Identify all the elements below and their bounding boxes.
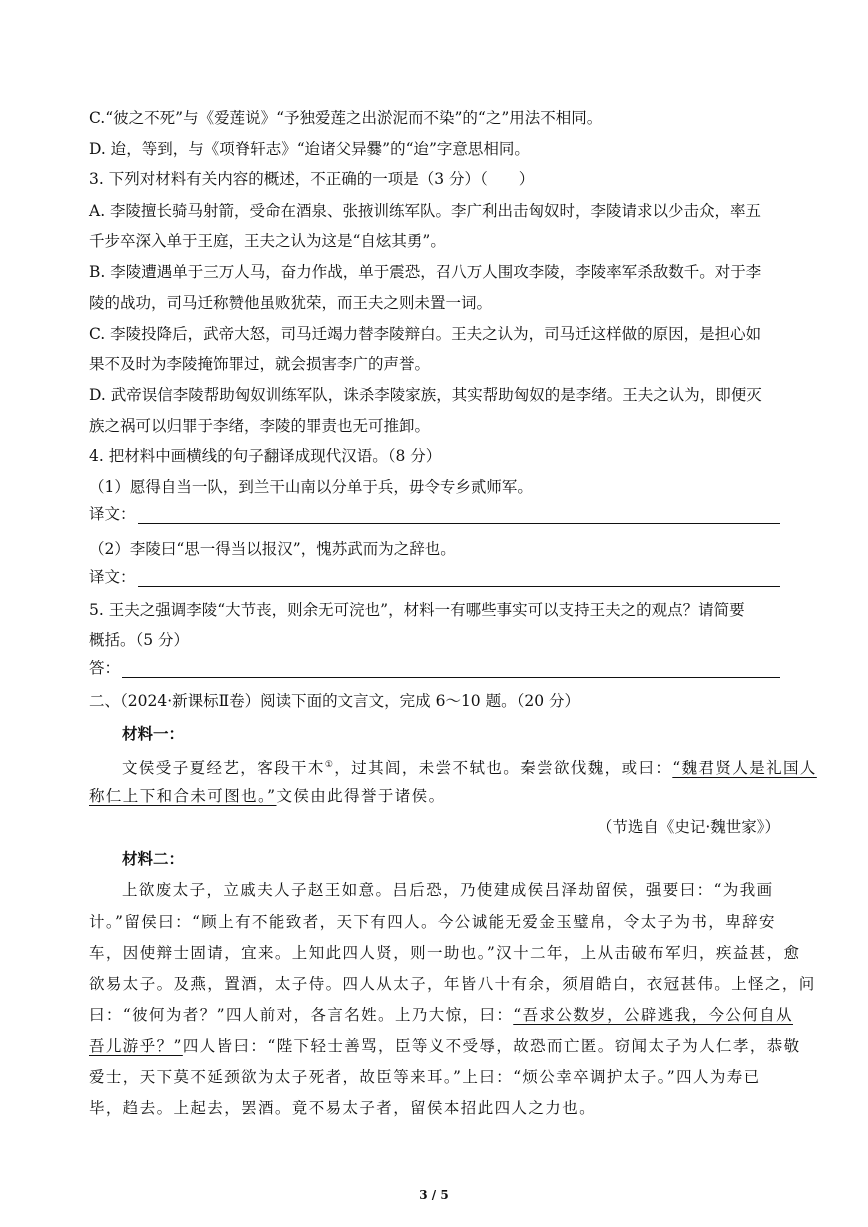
material-2-line-5 [89,1005,793,1025]
text-span: 文侯受子夏经艺，客段干木 [122,759,325,778]
q4-sentence-1: （1）愿得自当一队，到兰干山南以分单于兵，毋令专乡贰师军。 [89,478,533,496]
question-3: 3. 下列对材料有关内容的概述，不正确的一项是（3 分）（ ） [89,170,535,188]
q3-option-b-2: 陵的战功，司马迁称赞他虽败犹荣，而王夫之则未置一词。 [89,294,493,312]
translation-field-1[interactable] [89,502,780,524]
text-span: 文侯由此得誉于诸侯。 [276,787,446,805]
underlined-sentence: “魏君贤人是礼国人 [672,759,817,778]
page-number: 3 / 5 [419,1188,449,1202]
material-1-line-1 [122,755,817,778]
question-4: 4. 把材料中画横线的句子翻译成现代汉语。（8 分） [89,447,442,465]
option-c-line: C.“彼之不死”与《爱莲说》“予独爱莲之出淤泥而不染”的“之”用法不相同。 [89,109,603,127]
answer-blank-line[interactable] [138,509,780,524]
answer-field[interactable] [89,656,780,678]
q4-sentence-2: （2）李陵曰“思一得当以报汉”，愧苏武而为之辞也。 [89,540,456,558]
q3-option-d-2: 族之祸可以归罪于李绪，李陵的罪责也无可推卸。 [89,417,431,435]
material-2-line-8: 毕，趋去。上起去，罢酒。竟不易太子者，留侯本招此四人之力也。 [89,1099,597,1117]
underlined-sentence: 称仁上下和合未可图也。” [89,787,277,805]
material-2-line-3: 车，因使辩士固请，宜来。上知此四人贤，则一助也。”汉十二年，上从击破布军归，疾益甚，愈 [89,944,801,962]
material-1-line-2 [89,786,780,806]
answer-blank-line[interactable] [122,663,780,678]
material-2-line-4: 欲易太子。及燕，置酒，太子侍。四人从太子，年皆八十有余，须眉皓白，衣冠甚伟。上怪之，问 [89,975,816,993]
section-2-heading: 二、（2024·新课标Ⅱ卷）阅读下面的文言文，完成 6～10 题。（20 分） [89,692,580,710]
material-2-line-7: 爱士，天下莫不延颈欲为太子死者，故臣等来耳。”上曰：“烦公幸卒调护太子。”四人为寿已 [89,1068,761,1086]
material-1-title: 材料一： [122,724,185,743]
q3-option-a-2: 千步卒深入单于王庭，王夫之认为这是“自炫其勇”。 [89,232,446,250]
underlined-sentence: “吾求公数岁，公辟逃我，今公何自从 [513,1006,793,1024]
text-span: ，过其闾，未尝不轼也。秦尝欲伐魏，或曰： [334,759,673,778]
material-2-title: 材料二： [122,849,185,868]
footnote-marker: ① [324,760,335,770]
q3-option-c-1: C. 李陵投降后，武帝大怒，司马迁竭力替李陵辩白。王夫之认为，司马迁这样做的原因，是担心如 [89,325,762,343]
text-span: 曰：“彼何为者？”四人前对，各言名姓。上乃大惊，曰： [89,1006,514,1024]
q3-option-b-1: B. 李陵遭遇单于三万人马，奋力作战，单于震恐，召八万人围攻李陵，李陵率军杀敌数千。对于李 [89,263,762,281]
underlined-sentence: 吾儿游乎？” [89,1037,183,1055]
question-5-line-1: 5. 王夫之强调李陵“大节丧，则余无可浣也”，材料一有哪些事实可以支持王夫之的观点？请简要 [89,601,745,619]
answer-blank-line[interactable] [138,572,780,587]
q3-option-a-1: A. 李陵擅长骑马射箭，受命在酒泉、张掖训练军队。李广利出击匈奴时，李陵请求以少击众，率五 [89,202,762,220]
q3-option-d-1: D. 武帝误信李陵帮助匈奴训练军队，诛杀李陵家族，其实帮助匈奴的是李绪。王夫之认为，即便灭 [89,386,762,404]
q3-option-c-2: 果不及时为李陵掩饰罪过，就会损害李广的声誉。 [89,355,431,373]
material-1-source: （节选自《史记·魏世家》） [596,818,780,836]
translation-label: 译文： [89,568,136,586]
material-2-line-1: 上欲废太子，立戚夫人子赵王如意。吕后恐，乃使建成侯吕泽劫留侯，强要曰：“为我画 [122,881,774,899]
answer-label: 答： [89,659,121,677]
text-span: 四人皆曰：“陛下轻士善骂，臣等义不受辱，故恐而亡匿。窃闻太子为人仁孝，恭敬 [182,1037,801,1055]
translation-label: 译文： [89,505,136,523]
translation-field-2[interactable] [89,565,780,587]
material-2-line-2: 计。”留侯曰：“顾上有不能致者，天下有四人。今公诚能无爱金玉璧帛，令太子为书，卑辞安 [89,913,776,931]
option-d-line: D. 迨，等到，与《项脊轩志》“迨诸父异爨”的“迨”字意思相同。 [89,140,530,158]
question-5-line-2: 概括。（5 分） [89,631,190,649]
material-2-line-6 [89,1036,801,1056]
